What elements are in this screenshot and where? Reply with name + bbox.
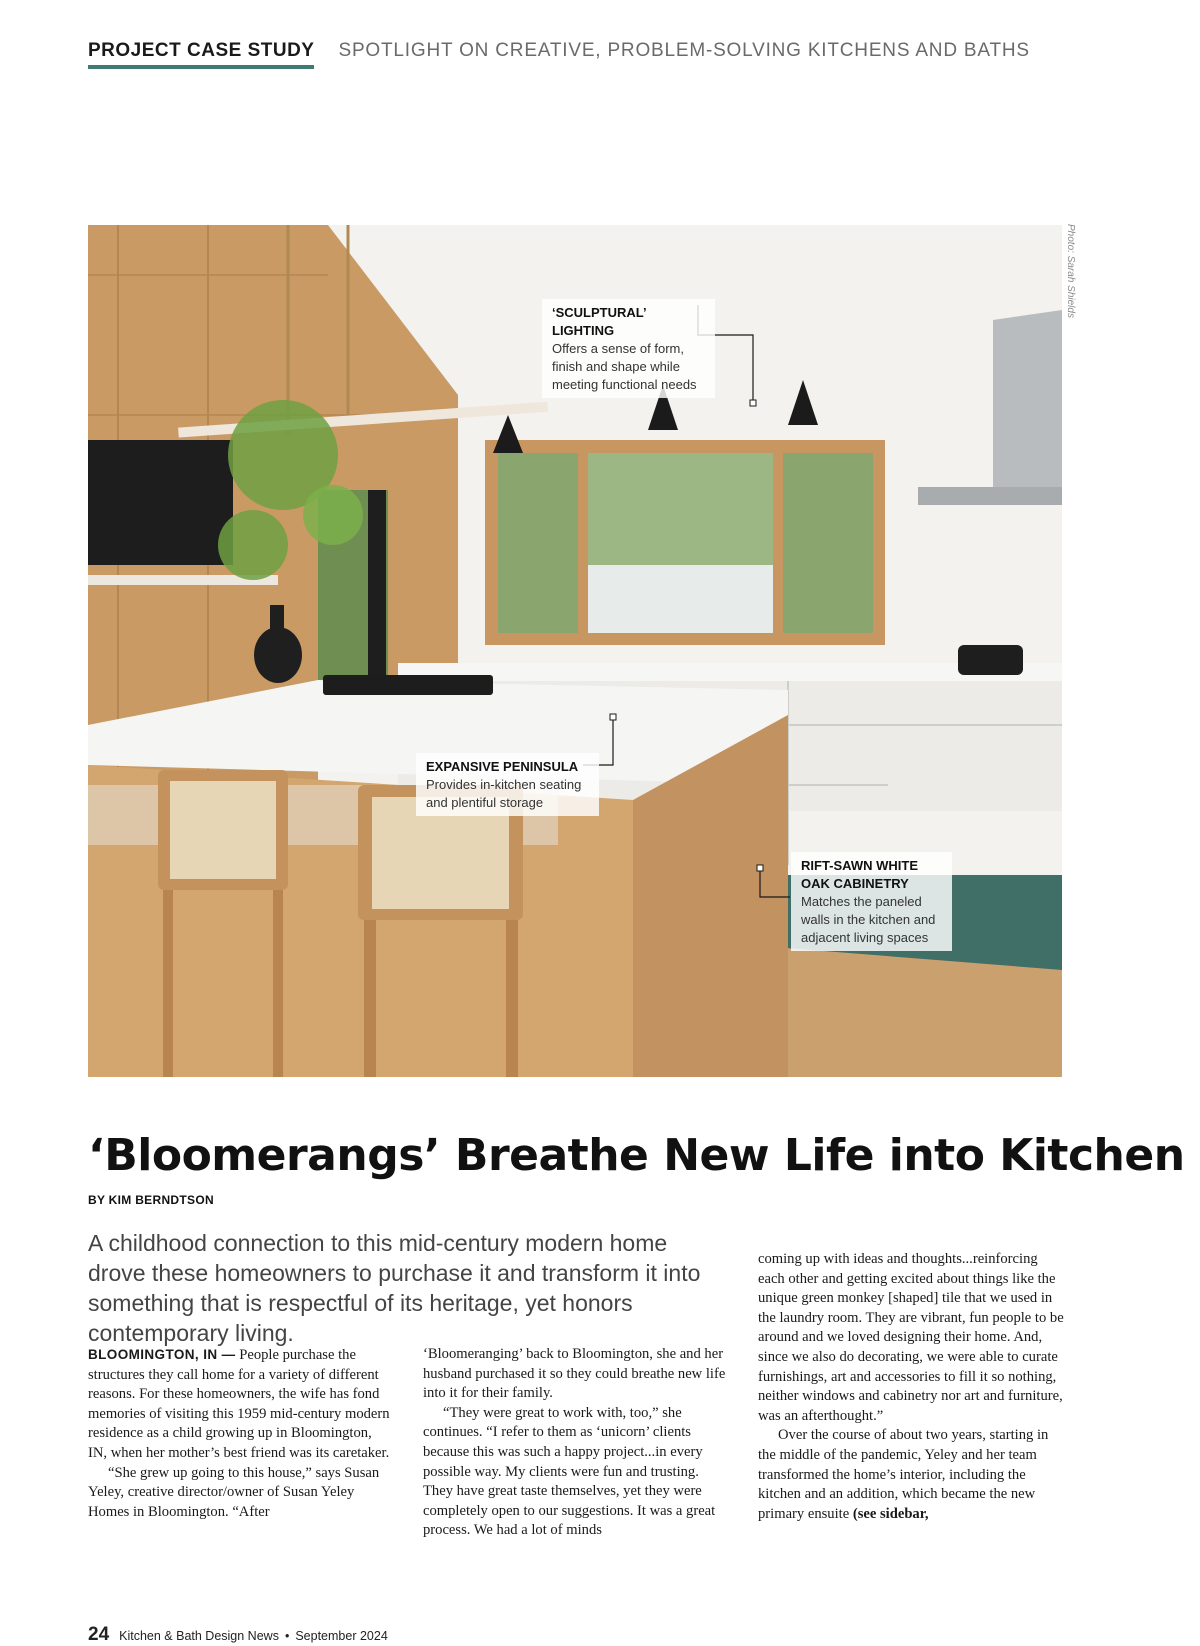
- paragraph-text: Over the course of about two years, starting in the middle of the pandemic, Yeley and her team transformed the home’s interior, including the kitchen and an addition, which became the new primary ensuite: [758, 1427, 1049, 1522]
- article-byline: BY KIM BERNDTSON: [88, 1193, 214, 1207]
- page-number: 24: [88, 1624, 110, 1645]
- vase: [254, 627, 302, 683]
- callout-peninsula: [416, 753, 599, 816]
- callout-body: Matches the paneled walls in the kitchen and adjacent living spaces: [801, 894, 936, 945]
- section-header: [88, 40, 1030, 69]
- article-paragraph: “They were great to work with, too,” she continues. “I refer to them as ‘unicorn’ clients because this was such a happy project...in every possible way. My clients were fun and trusting. They have great taste themselves, yet they were completely open to our suggestions. It was a great process. We had a lot of minds: [423, 1404, 716, 1539]
- publication-name: Kitchen & Bath Design News: [119, 1629, 279, 1643]
- section-label: PROJECT CASE STUDY: [88, 40, 314, 69]
- dutch-oven: [958, 645, 1023, 675]
- kitchen-photo: [88, 225, 1062, 1077]
- tray: [323, 675, 493, 695]
- callout-title: RIFT-SAWN WHITE OAK CABINETRY: [801, 858, 918, 891]
- article-paragraph: coming up with ideas and thoughts...reinforcing each other and getting excited about things like the unique green monkey [shaped] tile that we used in the laundry room. They are vibrant, fun people to be around and we loved designing their home. And, since we also do decorating, we were able to curate furnishings, art and accessories to fill it so nothing, neither windows and cabinetry nor art and furniture, was an afterthought.”: [758, 1251, 1064, 1424]
- article-column-3: [758, 1250, 1066, 1524]
- article-deck: A childhood connection to this mid-century modern home drove these homeowners to purchase it and transform it into something that is respectful of its heritage, yet honors contemporary living.: [88, 1230, 701, 1346]
- callout-body: Offers a sense of form, finish and shape while meeting functional needs: [552, 341, 697, 392]
- photo-credit: Photo: Sarah Shields: [1065, 224, 1076, 318]
- sidebar-reference: (see sidebar,: [852, 1505, 929, 1522]
- tv: [88, 440, 233, 565]
- article-paragraph: [88, 1345, 394, 1464]
- callout-cabinetry: [791, 852, 952, 951]
- article-column-2: [423, 1345, 729, 1541]
- callout-title: ‘SCULPTURAL’ LIGHTING: [552, 305, 646, 338]
- article-paragraph: ‘Bloomeranging’ back to Bloomington, she and her husband purchased it so they could breathe new life into it for their family.: [423, 1346, 726, 1402]
- section-tagline: SPOTLIGHT ON CREATIVE, PROBLEM-SOLVING KITCHENS AND BATHS: [338, 40, 1030, 61]
- issue-date: September 2024: [295, 1629, 388, 1643]
- article-paragraph: [758, 1426, 1066, 1524]
- article-paragraph: “She grew up going to this house,” says Susan Yeley, creative director/owner of Susan Yeley Homes in Bloomington. “After: [88, 1464, 380, 1520]
- callout-title: EXPANSIVE PENINSULA: [426, 759, 579, 774]
- dateline: BLOOMINGTON, IN —: [88, 1347, 236, 1362]
- separator-dot: •: [284, 1629, 290, 1643]
- paragraph-text: People purchase the structures they call home for a variety of different reasons. For these homeowners, the wife has fond memories of visiting this 1959 mid-century modern residence as a child growing up in Bloomington, IN, when her mother’s best friend was its caretaker.: [88, 1347, 390, 1461]
- article-column-1: [88, 1345, 394, 1522]
- callout-lighting: [542, 299, 715, 398]
- article-headline: ‘Bloomerangs’ Breathe New Life into Kitchen: [88, 1130, 1185, 1181]
- callout-body: Provides in-kitchen seating and plentiful storage: [426, 777, 582, 810]
- range-hood: [993, 310, 1062, 495]
- page-footer: [88, 1624, 388, 1646]
